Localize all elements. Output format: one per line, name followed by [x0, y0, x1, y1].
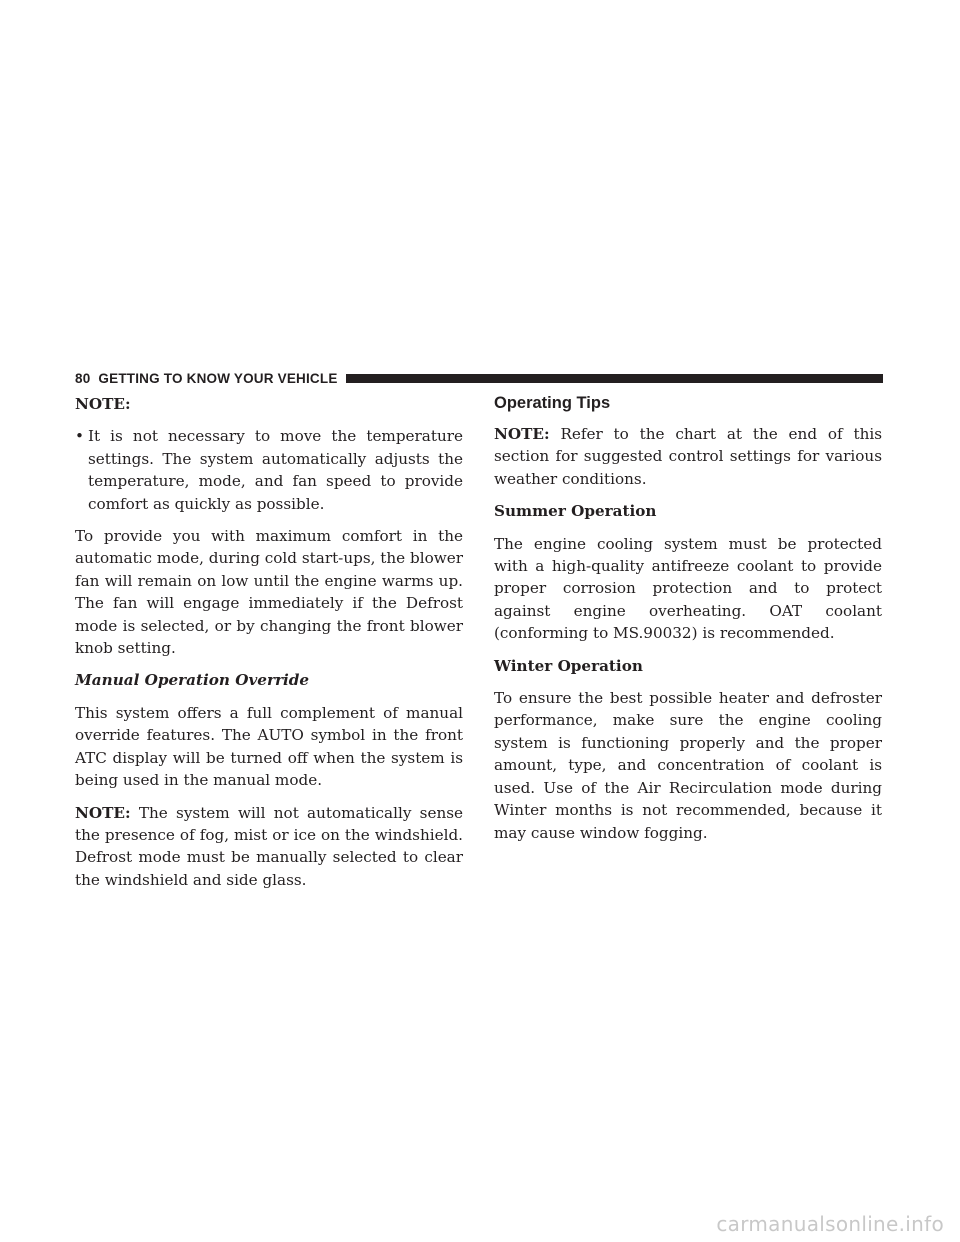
bullet-text: It is not necessary to move the temperature settings. The system automatically adjusts the temperature, mode, and fan speed to provide comfort as quickly as possible. — [88, 427, 463, 513]
note-defrost — [75, 802, 463, 892]
note-chart — [494, 423, 882, 490]
manual-override-paragraph: This system offers a full complement of manual override features. The AUTO symbol in the front ATC display will be turned off when the system is being used in the manual mode. — [75, 703, 463, 790]
note-chart-text: Refer to the chart at the end of this section for suggested control settings for various weather conditions. — [494, 425, 882, 488]
left-column — [75, 393, 463, 901]
summer-operation-paragraph: The engine cooling system must be protected with a high-quality antifreeze coolant to provide proper corrosion protection and to protect against engine overheating. OAT coolant (conforming to MS.90032) is recommended. — [494, 534, 882, 643]
operating-tips-heading: Operating Tips — [494, 394, 611, 412]
comfort-paragraph: To provide you with maximum comfort in the automatic mode, during cold start-ups, the blower fan will remain on low until the engine warms up. The fan will engage immediately if the Defrost mode is selected, or by changing the front blower knob setting. — [75, 527, 463, 658]
note-defrost-label: NOTE: — [75, 803, 131, 822]
section-title: GETTING TO KNOW YOUR VEHICLE — [98, 370, 338, 386]
summer-operation-heading: Summer Operation — [494, 502, 657, 521]
note-chart-label: NOTE: — [494, 425, 550, 443]
note-defrost-text: The system will not automatically sense the presence of fog, mist or ice on the windshield. Defrost mode must be manually selected to clear the windshield and side glass. — [75, 803, 464, 889]
watermark: carmanualsonline.info — [716, 1212, 944, 1236]
note-label: NOTE: — [75, 395, 131, 413]
page-header — [75, 370, 883, 386]
manual-override-heading: Manual Operation Override — [75, 671, 310, 690]
right-column — [494, 393, 882, 854]
winter-operation-paragraph: To ensure the best possible heater and defroster performance, make sure the engine cooling system is functioning properly and the proper amount, type, and concentration of coolant is used. Use of the Air Recirculation mode during Winter months is not recommended, because it may cause window fogging. — [494, 689, 882, 842]
bullet-icon: • — [75, 427, 84, 446]
page-number: 80 — [75, 370, 91, 386]
winter-operation-heading: Winter Operation — [494, 656, 643, 675]
bullet-item — [75, 425, 463, 515]
header-rule — [346, 374, 883, 383]
